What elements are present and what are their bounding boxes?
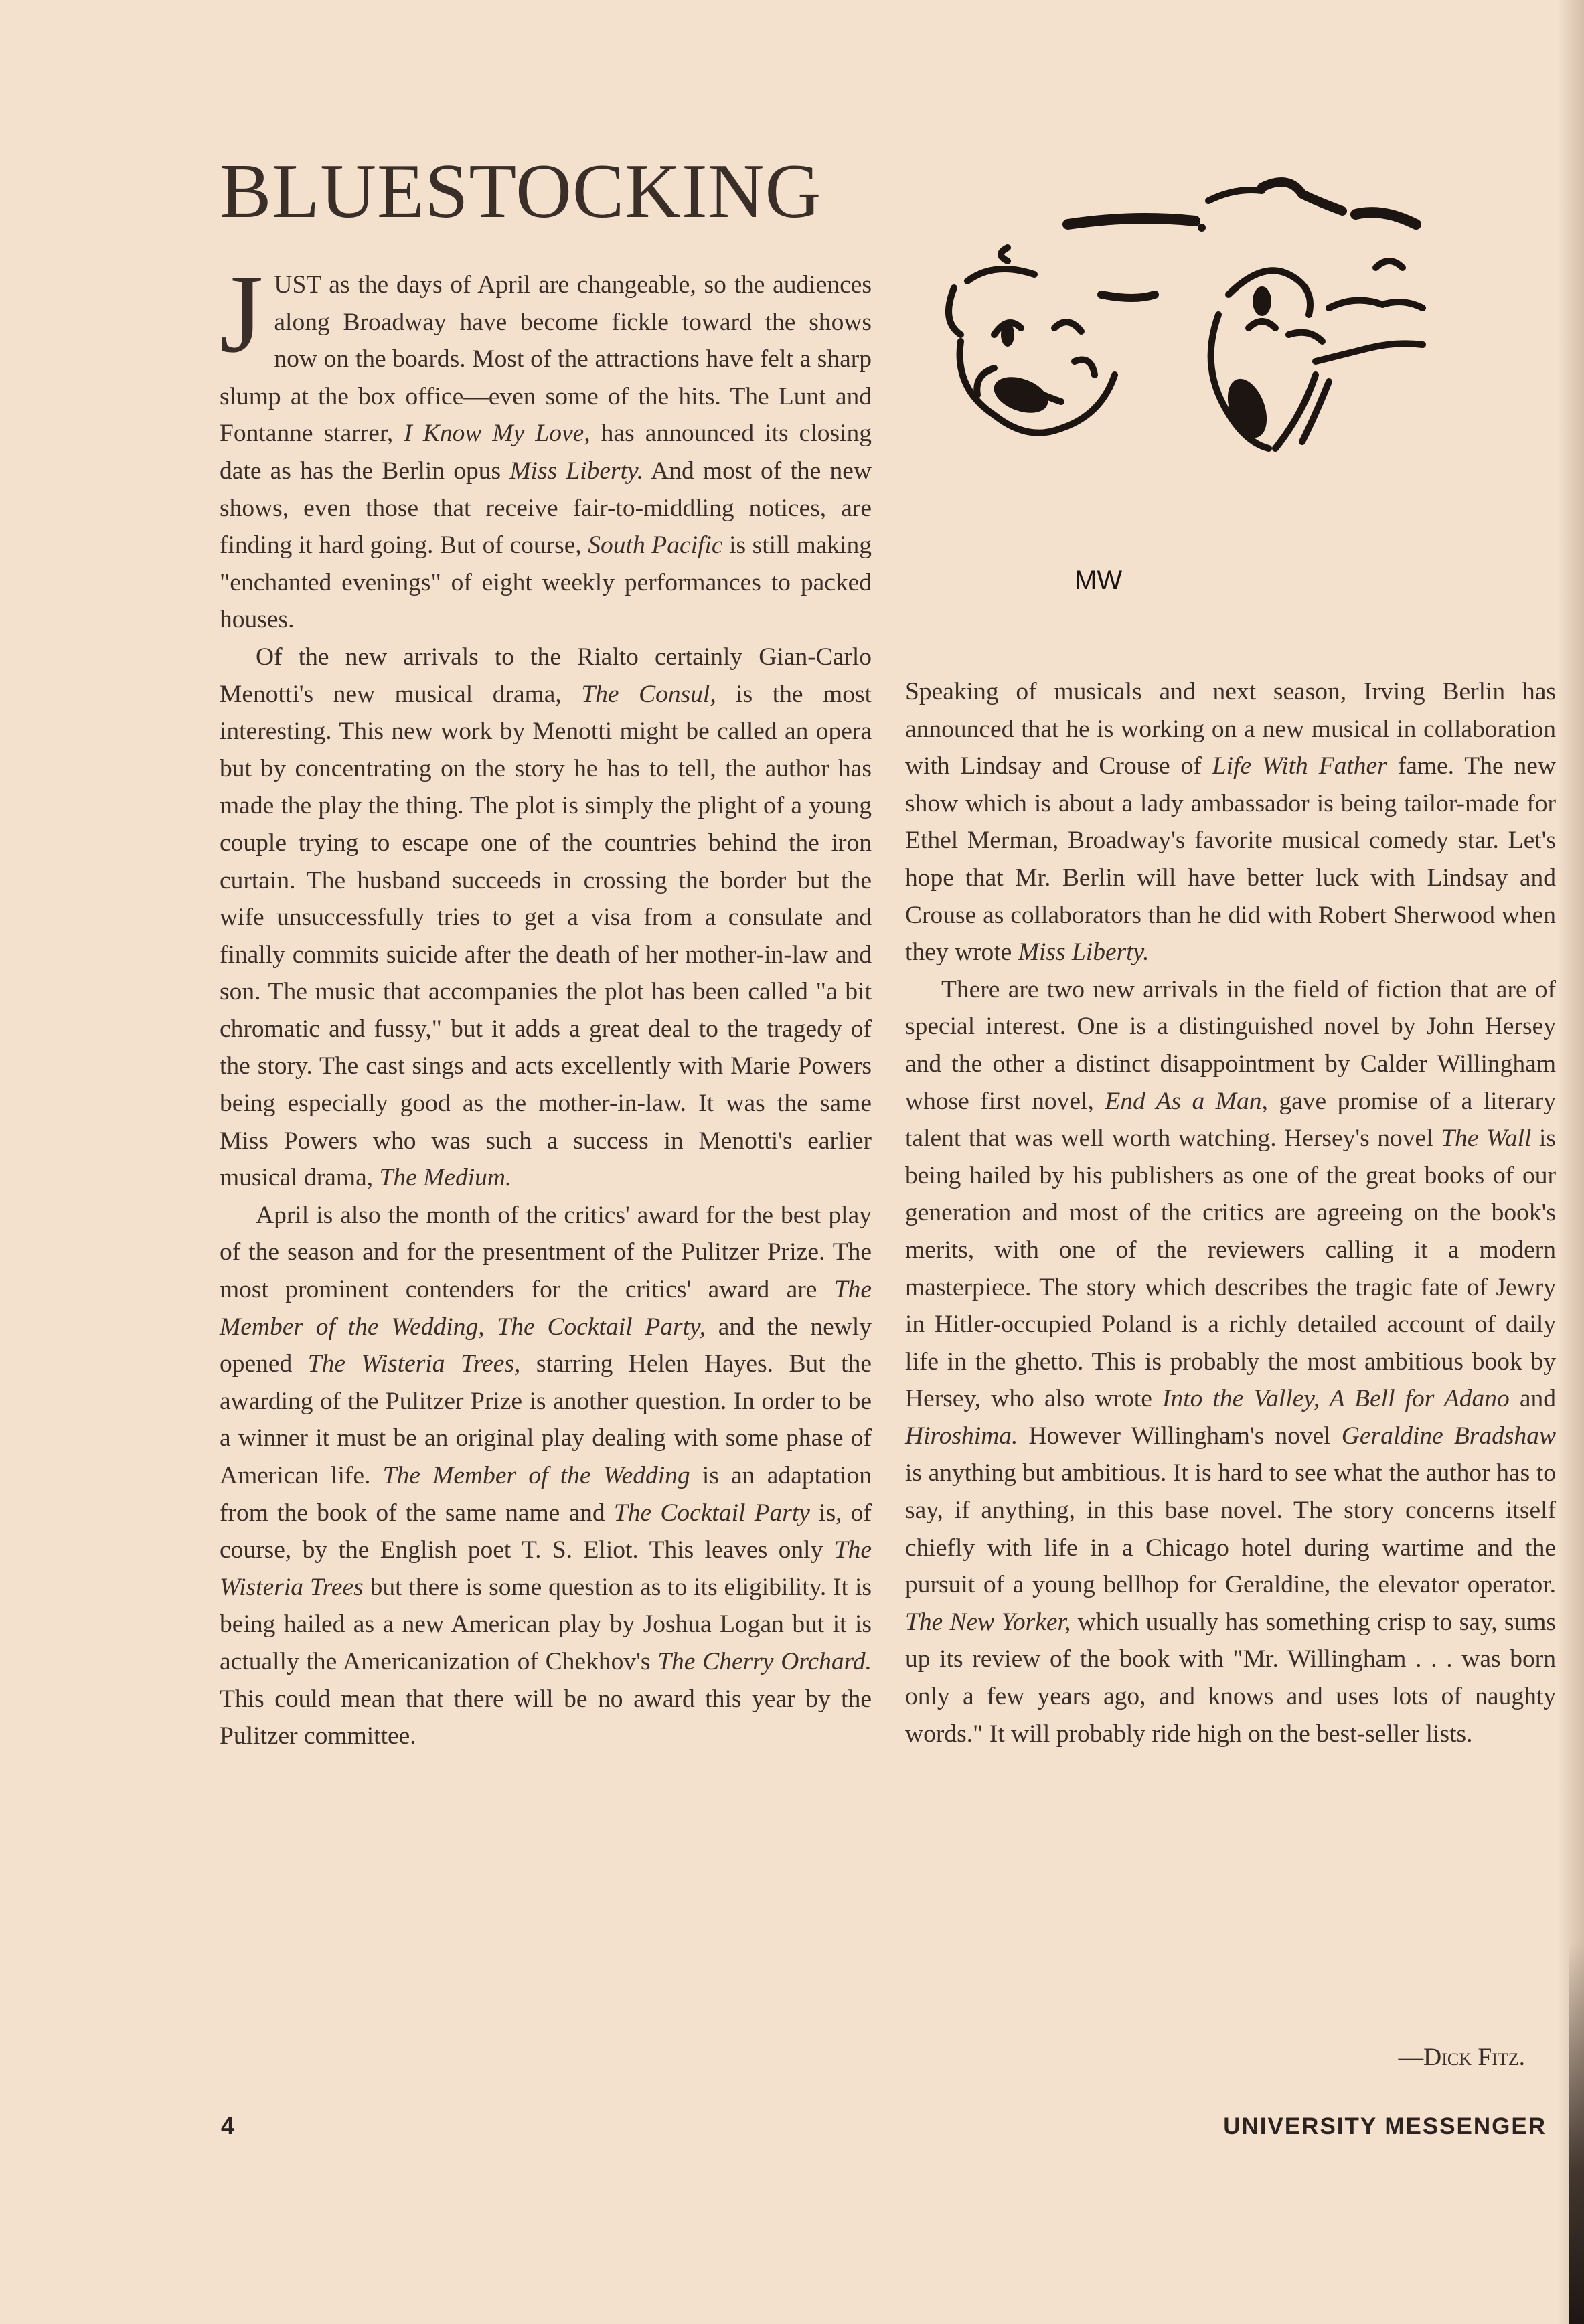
italic-title-run: The Medium. [379,1164,512,1192]
italic-title-run: The Wall [1441,1125,1532,1153]
page-number: 4 [221,2112,235,2139]
italic-title-run: The Wisteria Trees [220,1536,872,1601]
italic-title-run: I Know My Love, [404,420,590,448]
italic-title-run: The Wisteria Trees, [307,1350,521,1378]
article-title: BLUESTOCKING [220,149,822,234]
paragraph [905,971,1556,1752]
right-column [905,673,1556,1752]
paragraph [905,673,1556,971]
italic-title-run: The Consul, [581,680,716,708]
text-run: is anything but ambitious. It is hard to see what the author has to say, if anything, in this base novel. The story concerns itself chiefly with life in a Chicago hotel during wartime and the pursuit of a young bellhop for Geraldine, the elevator operator. [905,1459,1556,1599]
text-run: and [1509,1385,1556,1413]
italic-title-run: Hiroshima. [905,1422,1018,1450]
illustrator-monogram: MW [1075,566,1123,595]
text-run: is the most interesting. This new work by Menotti might be called an opera but by concentrating on the story he has to tell, the author has made the play the thing. The plot is simply the plight of a young couple trying to escape one of the countries behind the iron curtain. The husband succeeds in crossing the border but the wife unsuccessfully tries to get a visa from a consulate and finally commits suicide after the death of her mother-in-law and son. The music that accompanies the plot has been called "a bit chromatic and fussy," but it adds a great deal to the tragedy of the story. The cast sings and acts excellently with Marie Powers being especially good as the mother-in-law. It was the same Miss Powers who was such a success in Menotti's earlier musical drama, [220,680,872,1192]
italic-title-run: Geraldine Bradshaw [1341,1422,1556,1450]
left-column [220,252,872,1755]
italic-title-run: The New Yorker, [905,1608,1071,1636]
text-run: UST as the days of April are changeable, so the audiences along Broadway have become fickle toward the shows now on the boards. Most of the attractions have felt a sharp slump at the box office—even some of the hits. The Lunt and Fontanne starrer, [220,271,872,448]
text-run: Speaking of musicals and next season, Irving Berlin has announced that he is working on a new musical in collaboration with Lindsay and Crouse of [905,678,1556,780]
text-run: However Willingham's novel [1018,1422,1342,1450]
drop-cap: J [220,252,264,376]
comedy-tragedy-masks-drawing [914,161,1530,602]
text-run: is an adaptation from the book of the same name and [220,1462,872,1527]
italic-title-run: The Cherry Orchard. [657,1647,872,1675]
text-run: but there is some question as to its eligibility. It is being hailed as a new American play by Joshua Logan but it is actually the Americanization of Chekhov's [220,1573,872,1675]
text-run: has announced its closing date as has the Berlin opus [220,420,872,485]
text-run: which usually has something crisp to say, sums up its review of the book with "Mr. Willingham . . . was born only a few years ago, and knows and uses lots of naughty words." It will probably ride high on the best-seller lists. [905,1608,1556,1748]
text-run: fame. The new show which is about a lady ambassador is being tailor-made for Ethel Merman, Broadway's favorite musical comedy star. Let's hope that Mr. Berlin will have better luck with Lindsay and Crouse as collaborators than he did with Robert Sherwood when they wrote [905,752,1556,967]
text-run: is still making "enchanted evenings" of eight weekly performances to packed houses. [220,531,872,634]
italic-title-run: Miss Liberty. [1018,938,1150,967]
italic-title-run: South Pacific [588,531,723,560]
italic-title-run: The Member of the Wedding, The Cocktail Party, [220,1276,872,1341]
text-run: This could mean that there will be no award this year by the Pulitzer committee. [220,1685,872,1750]
text-run: And most of the new shows, even those that receive fair-to-middling notices, are finding it hard going. But of course, [220,456,872,560]
text-run: Of the new arrivals to the Rialto certainly Gian-Carlo Menotti's new musical drama, [220,643,872,708]
italic-title-run: The Member of the Wedding [382,1462,690,1489]
italic-title-run: End As a Man, [1105,1087,1268,1115]
italic-title-run: Life With Father [1212,752,1387,780]
italic-title-run: Into the Valley, A Bell for Adano [1162,1385,1510,1413]
text-run: There are two new arrivals in the field of fiction that are of special interest. One is a distinguished novel by John Hersey and the other a distinct disappointment by Calder Willingham whose first novel, [905,975,1556,1115]
text-run: and the newly opened [220,1313,872,1378]
publication-name: UNIVERSITY MESSENGER [1223,2113,1547,2139]
text-run: is, of course, by the English poet T. S. Eliot. This leaves only [220,1499,872,1564]
text-run: gave promise of a literary talent that was well worth watching. Hersey's novel [905,1087,1556,1153]
italic-title-run: Miss Liberty. [509,456,643,485]
paragraph [220,252,872,639]
italic-title-run: The Cocktail Party [613,1499,810,1527]
author-signature: —Dick Fitz. [1398,2044,1525,2071]
text-run: starring Helen Hayes. But the awarding of the Pulitzer Prize is another question. In order to be a winner it must be an original play dealing with some phase of American life. [220,1350,872,1489]
text-run: April is also the month of the critics' award for the best play of the season and for the presentment of the Pulitzer Prize. The most prominent contenders for the critics' award are [220,1201,872,1304]
text-run: is being hailed by his publishers as one of the great books of our generation and most of the critics are agreeing on the book's merits, with one of the reviewers calling it a modern masterpiece. The story which describes the tragic fate of Jewry in Hitler-occupied Poland is a richly detailed account of daily life in the ghetto. This is probably the most ambitious book by Hersey, who also wrote [905,1125,1557,1413]
paragraph [220,639,872,1197]
paragraph [220,1197,872,1755]
page-edge-binding [1569,1941,1584,2324]
